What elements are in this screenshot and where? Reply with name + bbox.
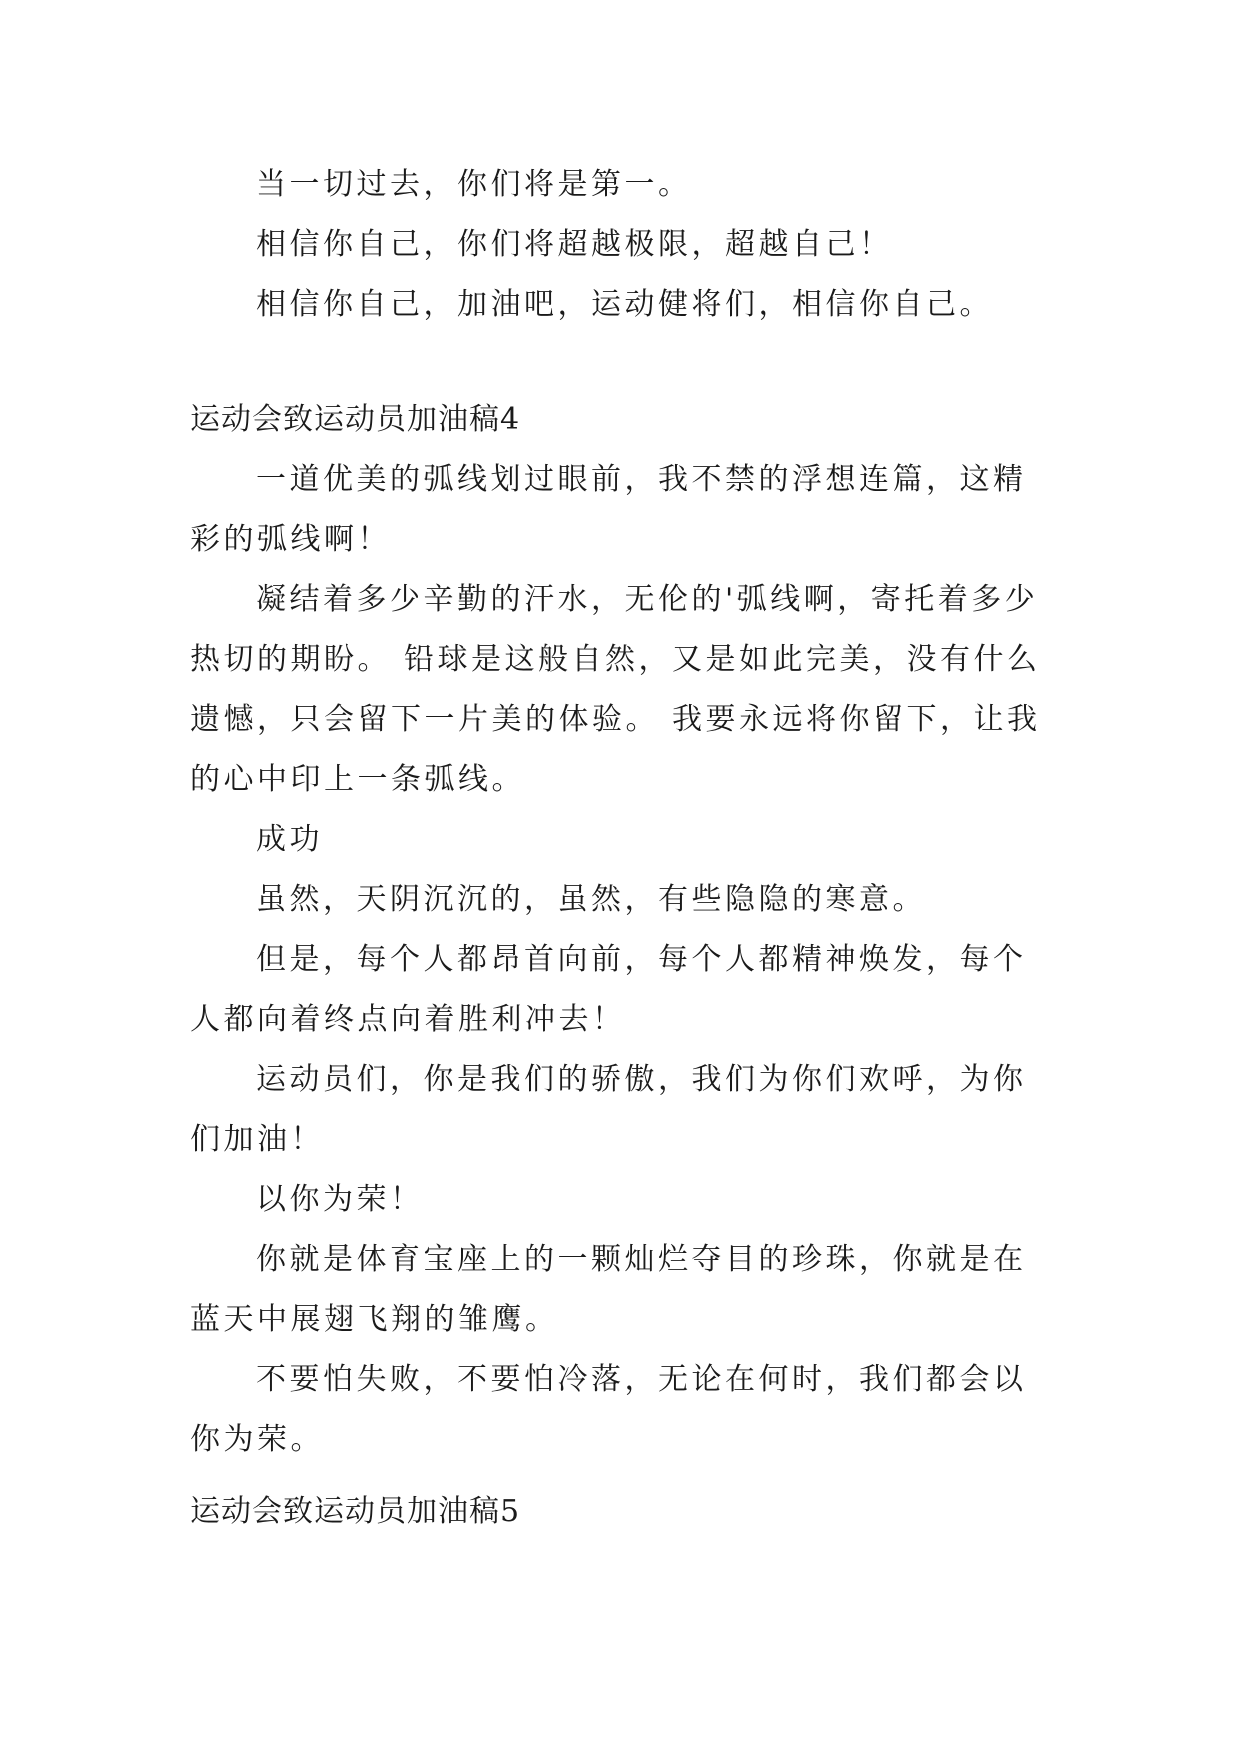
- paragraph: 凝结着多少辛勤的汗水，无伦的'弧线啊，寄托着多少热切的期盼。 铅球是这般自然，又是如此完美，没有什么遗憾，只会留下一片美的体验。 我要永远将你留下，让我的心中印上一条弧线。: [190, 582, 1041, 797]
- section-heading: 运动会致运动员加油稿5: [190, 1494, 521, 1529]
- paragraph: 不要怕失败，不要怕冷落，无论在何时，我们都会以你为荣。: [190, 1362, 1027, 1457]
- section-heading: 运动会致运动员加油稿4: [190, 402, 521, 437]
- intro-section: [190, 155, 1050, 335]
- paragraph: 成功: [256, 822, 323, 857]
- paragraph: 当一切过去，你们将是第一。: [256, 167, 692, 202]
- section-4: [190, 390, 1050, 1470]
- section-5: [190, 1482, 1050, 1542]
- paragraph: 运动员们，你是我们的骄傲，我们为你们欢呼，为你们加油！: [190, 1062, 1027, 1157]
- paragraph: 相信你自己，你们将超越极限，超越自己！: [256, 227, 893, 262]
- paragraph: 但是，每个人都昂首向前，每个人都精神焕发，每个人都向着终点向着胜利冲去！: [190, 942, 1027, 1037]
- paragraph: 你就是体育宝座上的一颗灿烂夺目的珍珠，你就是在蓝天中展翅飞翔的雏鹰。: [190, 1242, 1027, 1337]
- paragraph: 一道优美的弧线划过眼前，我不禁的浮想连篇，这精彩的弧线啊！: [190, 462, 1027, 557]
- paragraph: 虽然，天阴沉沉的，虽然，有些隐隐的寒意。: [256, 882, 926, 917]
- paragraph: 以你为荣！: [256, 1182, 424, 1217]
- paragraph: 相信你自己，加油吧，运动健将们，相信你自己。: [256, 287, 993, 322]
